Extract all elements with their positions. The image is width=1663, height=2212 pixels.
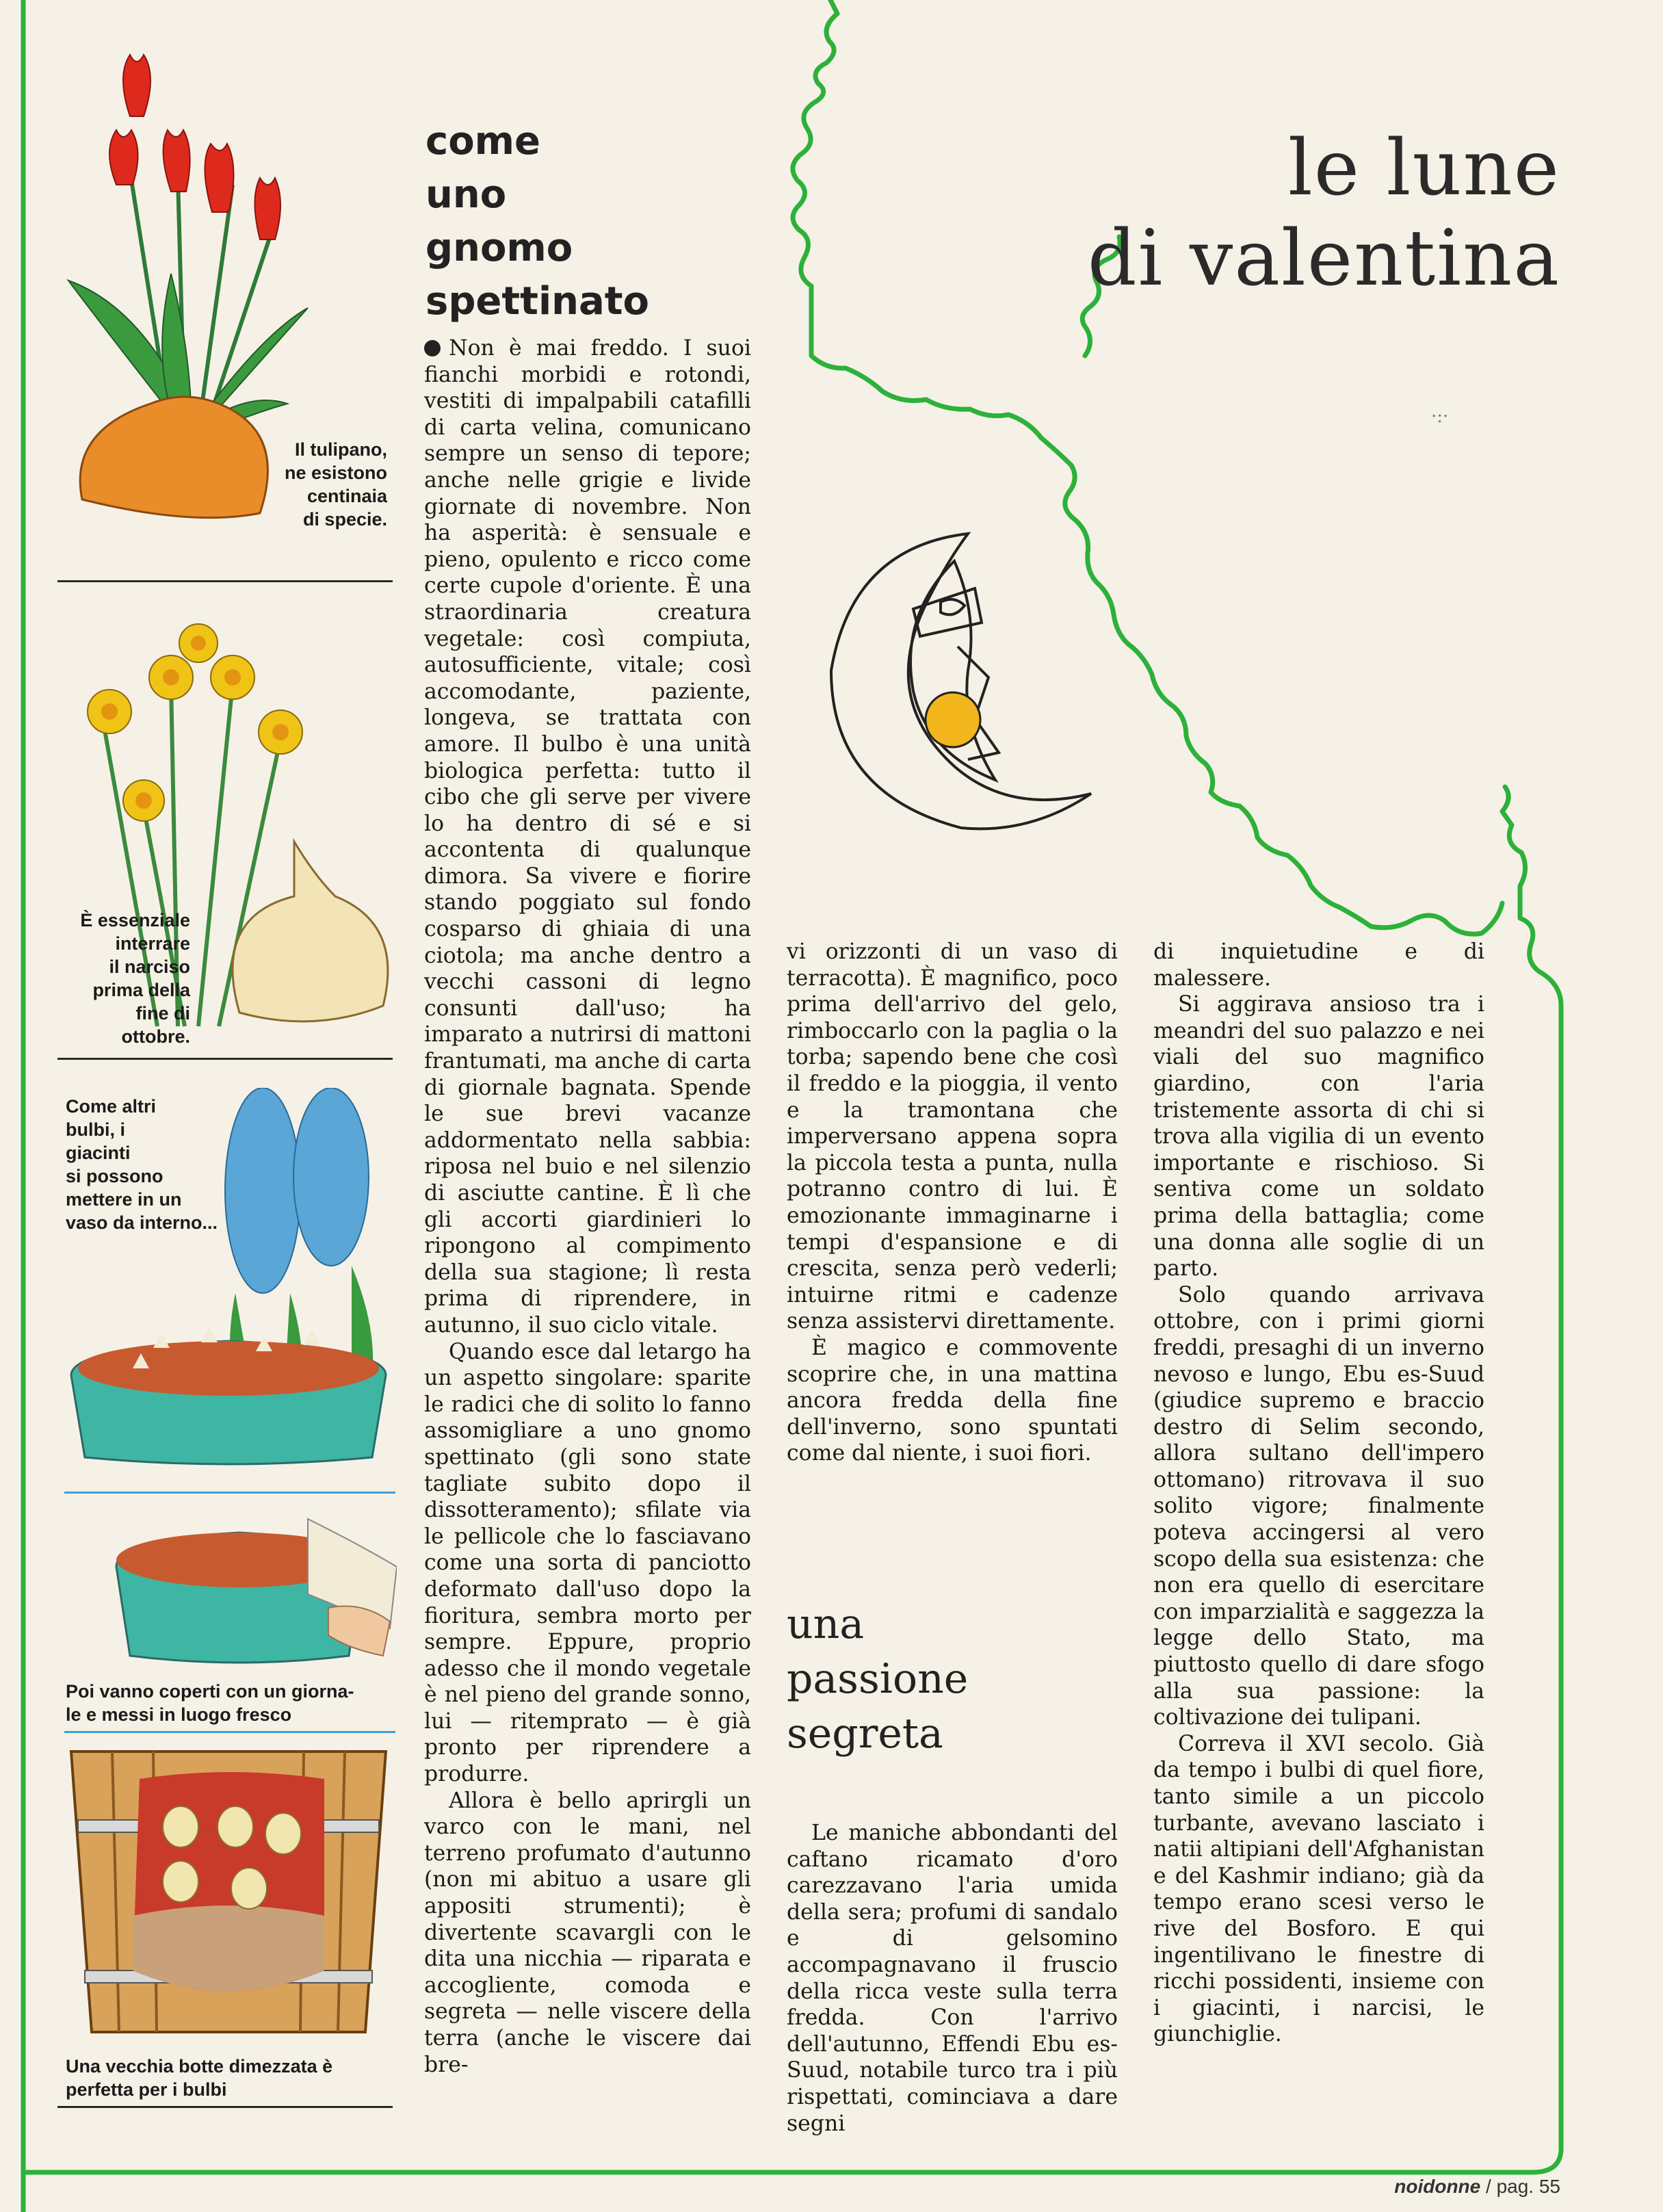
article-column-2-top	[787, 939, 1118, 1467]
article-headline	[425, 115, 649, 328]
col3-para-3: Solo quando arrivava ottobre, con i primi giorni freddi, presaghi di un inverno nevoso e lungo, Ebu es-Suud (giudice supremo e braccio destro di Selim secondo, allora sultano dell'impero ottomano) ritrovava il suo solito vigore; finalmente poteva accingersi al vero scopo della sua esistenza: che non era quello di esercitare con imparzialità e saggezza la legge dello Stato, ma piuttosto quello di dare sfogo alla sua passione: la coltivazione dei tulipani.	[1153, 1282, 1484, 1730]
divider-3	[64, 1492, 395, 1494]
title-line-2: di valentina	[1087, 214, 1560, 303]
subheadline-line-3: segreta	[787, 1710, 943, 1758]
pot-cover-illustration	[103, 1505, 397, 1669]
title-line-1: le lune	[1287, 124, 1560, 213]
barrel-illustration	[57, 1738, 400, 2039]
headline-line-3: gnomo	[425, 226, 573, 270]
page-number: pag. 55	[1496, 2176, 1560, 2197]
bullet-dot	[424, 340, 441, 356]
subheadline-line-2: passione	[787, 1655, 969, 1703]
section-subheadline	[787, 1597, 968, 1761]
article-column-3	[1153, 939, 1484, 2048]
col3-para-1: di inquietudine e di malessere.	[1153, 939, 1484, 991]
caption-tulip: Il tulipano, ne esistono centinaia di specie.	[284, 439, 387, 530]
headline-line-1: come	[425, 119, 540, 164]
col3-para-2: Si aggirava ansioso tra i meandri del suo palazzo e nei viali del suo magnifico giardino, con l'aria tristemente assorta di chi si trova alla vigilia di un evento importante e rischioso. Si sentiva come un soldato prima della battaglia; come una donna alle soglie di un parto.	[1153, 992, 1484, 1281]
caption-cover: Poi vanno coperti con un giorna- le e messi in luogo fresco	[66, 1681, 354, 1725]
caption-barrel: Una vecchia botte dimezzata è perfetta per i bulbi	[66, 2056, 333, 2100]
subheadline-line-1: una	[787, 1600, 865, 1648]
col2-para-2: È magico e commovente scoprire che, in una mattina ancora fredda della fine dell'inverno, sono spuntati come dal niente, i suoi fiori.	[787, 1335, 1118, 1466]
col1-para-1: Non è mai freddo. I suoi fianchi morbidi e rotondi, vestiti di impalpabili catafilli di carta velina, comunicano sempre un senso di tepore; anche nelle grigie e livide giornate di novembre. Non ha asperità: è sensuale e pieno, opulento e ricco come certe cupole d'oriente. È una straordinaria creatura vegetale: così compiuta, autosufficiente, vitale; così accomodante, paziente, longeva, se trattata con amore. Il bulbo è una unità biologica perfetta: tutto il cibo che gli serve per vivere lo ha dentro di sé e si accontenta di qualunque dimora. Sa vivere e fiorire stando poggiato sul fondo cosparso di ghiaia di una ciotola; ma anche dentro a vecchi cassoni di legno consunti dall'uso; ha imparato a nutrirsi di mattoni frantumati, ma anche di carta di giornale bagnata. Spende le sue brevi vacanze addormentato nella sabbia: riposa nel buio e nel silenzio di asciutte cantine. È lì che gli accorti giardinieri lo ripongono al compimento della sua stagione; lì resta prima di riprendere, in autunno, il suo ciclo vitale.	[424, 336, 751, 1338]
article-column-2-bottom	[787, 1820, 1118, 2137]
col3-para-4: Correva il XVI secolo. Già da tempo i bulbi di quel fiore, tanto simile a un piccolo turbante, avevano lasciato i natii altipiani dell'Afghanistan e del Kashmir indiano; già da tempo erano scesi verso le rive del Bosforo. E qui ingentilivano le finestre di ricchi possidenti, insieme con i giacinti, i narcisi, le giunchiglie.	[1153, 1731, 1484, 2047]
headline-line-4: spettinato	[425, 279, 650, 324]
headline-line-2: uno	[425, 172, 507, 217]
page-footer	[1394, 2176, 1560, 2198]
col2-para-1: vi orizzonti di un vaso di terracotta). È magnifico, poco prima dell'arrivo del gelo, rimboccarlo con la paglia o la torba; sapendo bene che così il freddo e la pioggia, il vento e la tramontana che imperversano appena sopra la piccola testa a punta, nulla potranno contro di lui. È emozionante immaginarne i tempi d'espansione e di crescita, senza però vederli; intuirne ritmi e cadenze senza assistervi direttamente.	[787, 939, 1118, 1334]
divider-1	[57, 580, 393, 582]
caption-narcissus: È essenziale interrare il narciso prima della fine di ottobre.	[80, 910, 190, 1047]
col2-para-3: Le maniche abbondanti del caftano ricamato d'oro carezzavano l'aria umida della sera; profumi di sandalo e di gelsomino accompagnavano il fruscio della ricca veste sulla terra fredda. Con l'arrivo dell'autunno, Effendi Ebu es-Suud, notabile turco tra i più rispettati, cominciava a dare segni	[787, 1821, 1118, 2136]
footer-separator: /	[1486, 2176, 1491, 2197]
magazine-name: noidonne	[1394, 2176, 1481, 2197]
caption-hyacinth: Come altri bulbi, i giacinti si possono mettere in un vaso da interno...	[66, 1096, 218, 1233]
col1-para-3: Allora è bello aprirgli un varco con le mani, nel terreno profumato d'autunno (non mi abituo a usare gli appositi strumenti); è divertente scavargli con le dita una nicchia — riparata e accogliente, comoda e segreta — nelle viscere della terra (anche le viscere dai bre-	[424, 1788, 751, 2077]
divider-2	[57, 1058, 393, 1060]
moon-illustration	[811, 520, 1112, 848]
col1-para-2: Quando esce dal letargo ha un aspetto singolare: sparite le radici che di solito lo fanno assomigliare a uno gnomo spettinato (gli sono state tagliate subito dopo il dissotteramento); sfilate via le pellicole che lo fasciavano come una sorta di panciotto deformato dall'uso dopo la fioritura, sembra morto per sempre. Eppure, proprio adesso che il mondo vegetale è nel pieno del grande sonno, lui — ritemprato — è già pronto per riprendere a produrre.	[424, 1339, 751, 1787]
article-column-1	[424, 335, 751, 2078]
divider-5	[57, 2106, 393, 2108]
page-title	[1088, 123, 1560, 304]
divider-4	[64, 1731, 395, 1733]
speck-mark: ·:·	[1431, 406, 1449, 427]
